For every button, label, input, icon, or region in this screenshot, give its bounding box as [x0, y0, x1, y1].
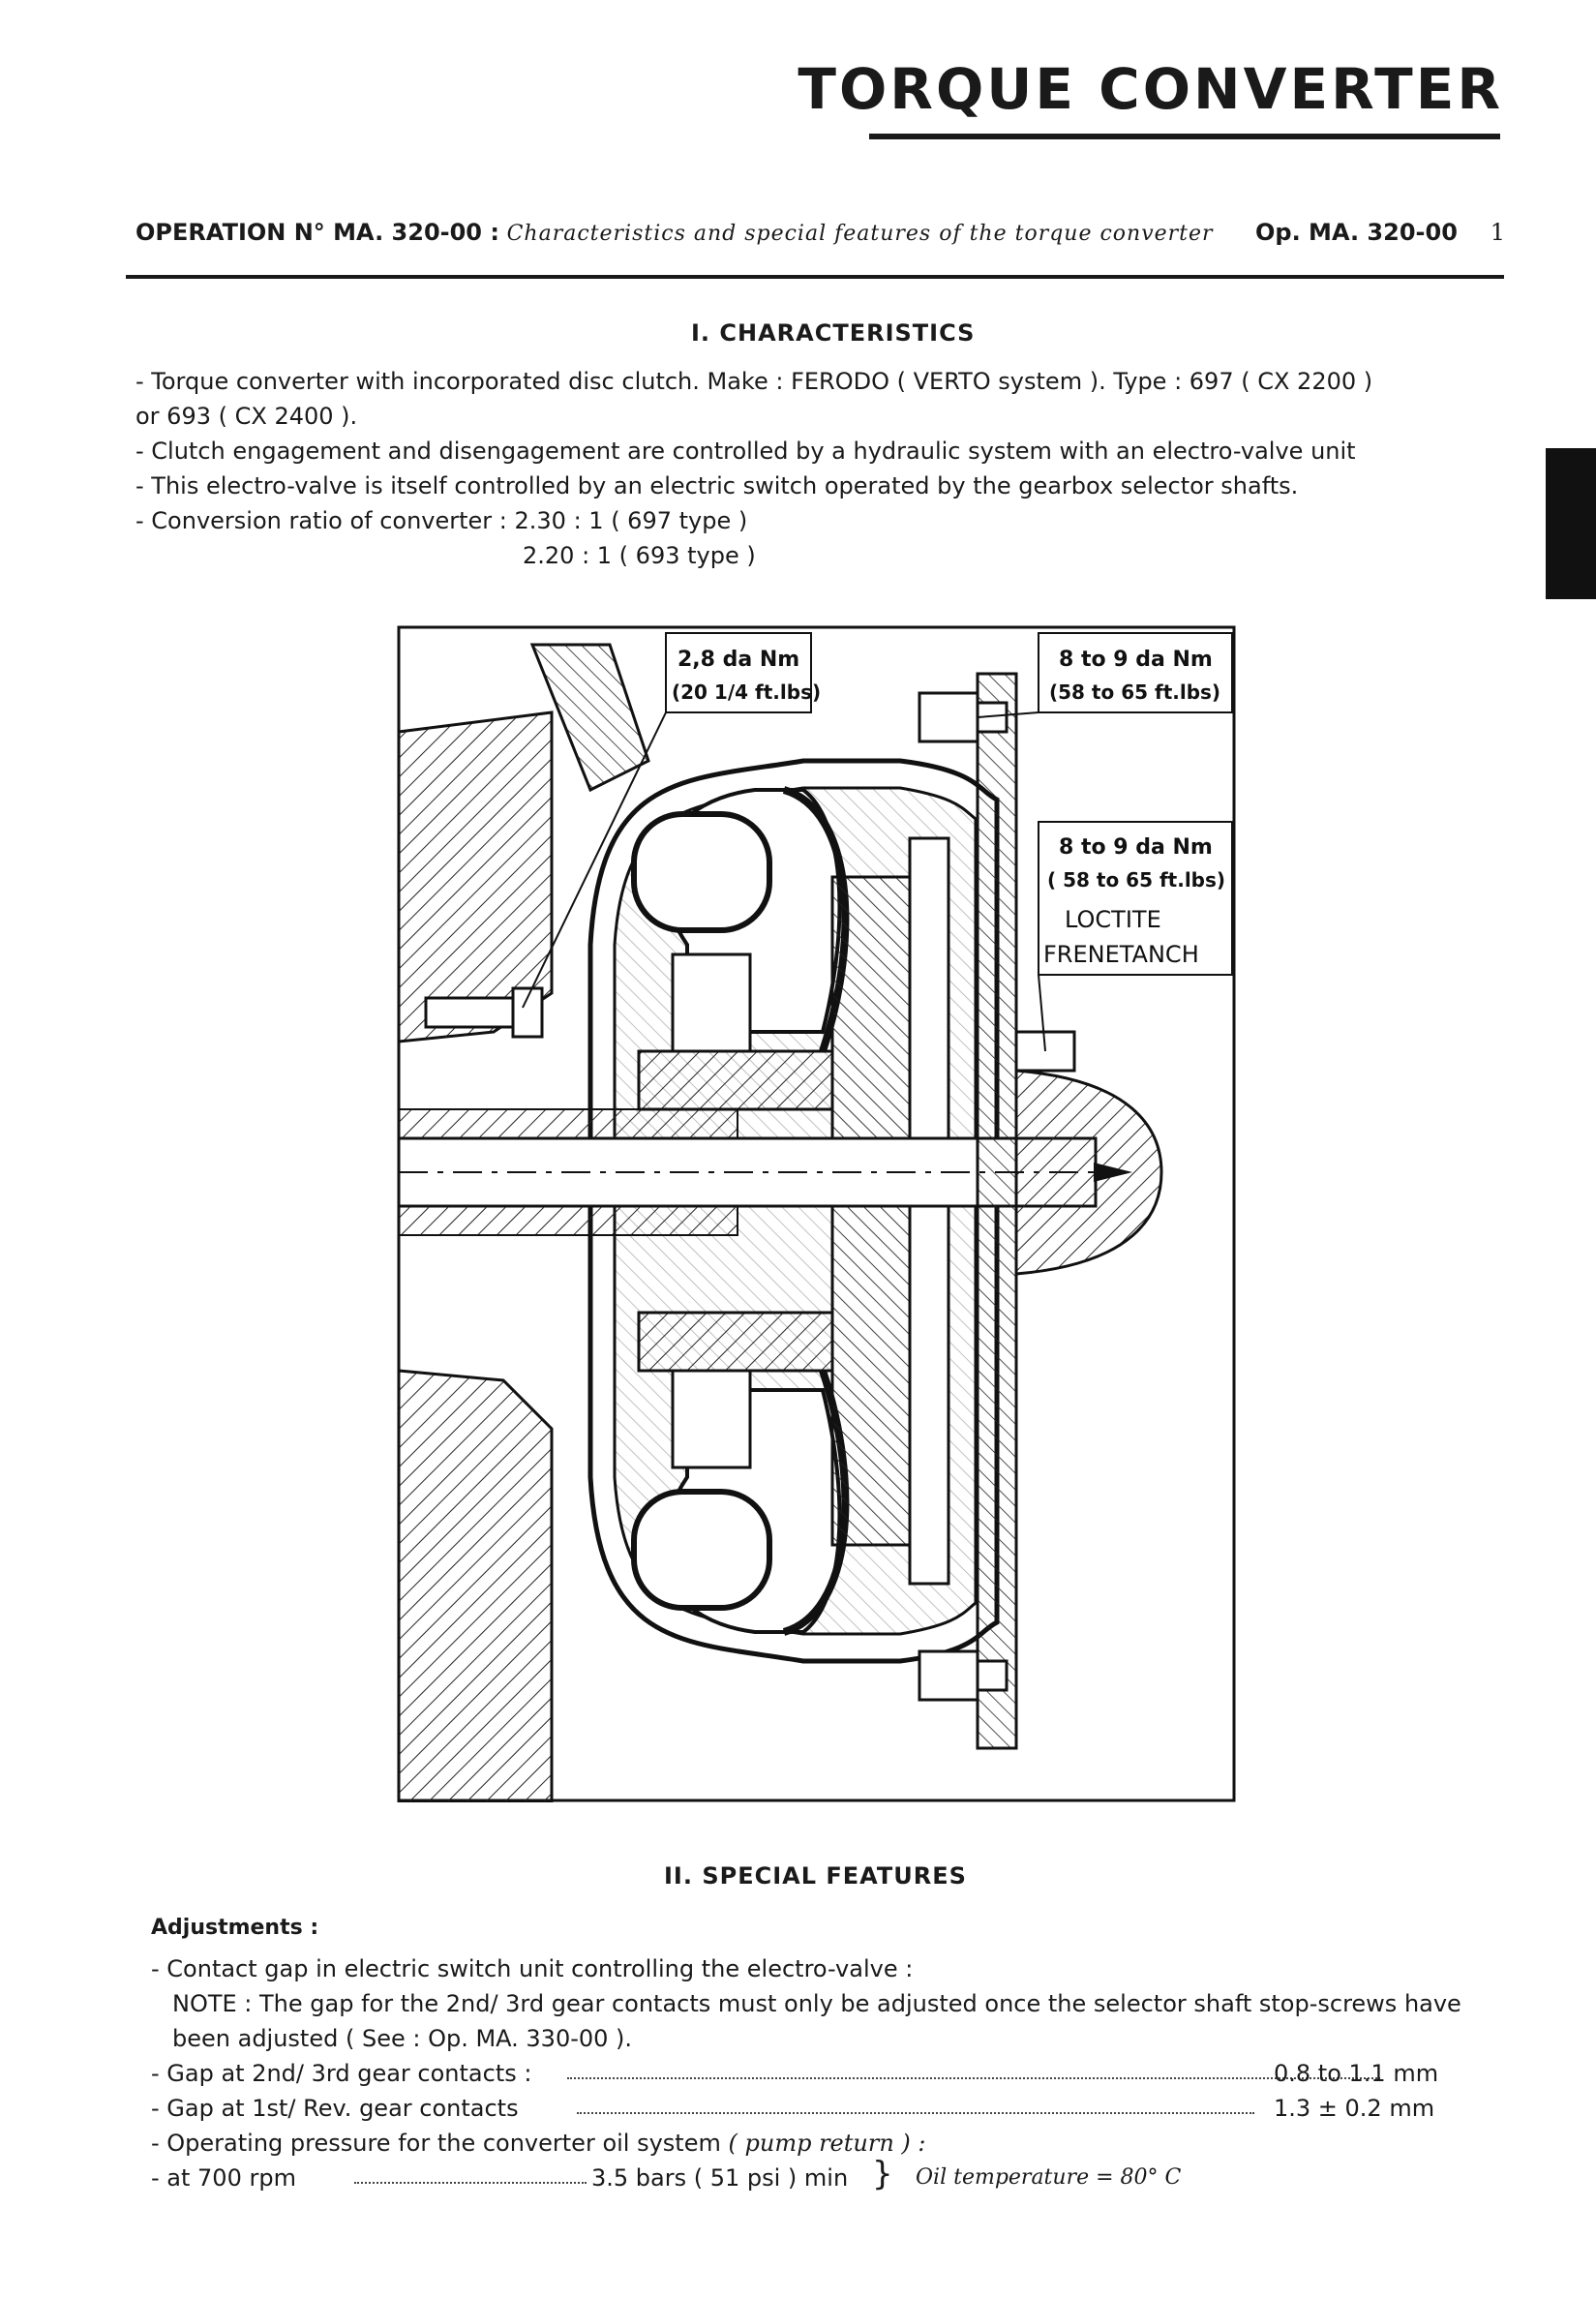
- adjust-note-line1: NOTE : The gap for the 2nd/ 3rd gear contacts must only be adjusted once the selector shaft stop-screws have: [172, 1990, 1461, 2017]
- shaft-sleeve-upper: [399, 1109, 738, 1138]
- clutch-piston: [910, 838, 949, 1584]
- callout-1-line2: (20 1/4 ft.lbs): [672, 680, 822, 704]
- callout-1-line1: 2,8 da Nm: [678, 648, 800, 672]
- torus-lower: [634, 1492, 769, 1608]
- callout-3-line2: ( 58 to 65 ft.lbs): [1047, 868, 1226, 892]
- char-line: - Clutch engagement and disengagement are controlled by a hydraulic system with an electro-valve unit: [136, 438, 1356, 465]
- char-line: - Conversion ratio of converter : 2.30 : 1 ( 697 type ): [136, 507, 748, 534]
- characteristics-list: [136, 364, 1452, 573]
- gap1-value: 0.8 to 1.1 mm: [1274, 2060, 1439, 2087]
- adjust-intro: - Contact gap in electric switch unit controlling the electro-valve :: [151, 1955, 914, 1982]
- stator-hub-upper: [639, 1051, 832, 1109]
- rpm-value: 3.5 bars ( 51 psi ) min: [591, 2164, 849, 2192]
- gap-row-1st-rev: [151, 2091, 1487, 2126]
- stator-hub-lower: [639, 1313, 832, 1371]
- page-title: TORQUE CONVERTER: [798, 56, 1503, 122]
- adjust-note-line2: been adjusted ( See : Op. MA. 330-00 ).: [172, 2025, 633, 2052]
- special-features-heading: II. SPECIAL FEATURES: [664, 1862, 967, 1890]
- brace-symbol: }: [872, 2155, 893, 2193]
- char-line: - Torque converter with incorporated disc clutch. Make : FERODO ( VERTO system ). Type : 697 ( CX 2200 ): [136, 368, 1373, 395]
- stator-lower: [673, 1371, 750, 1467]
- housing-lower-left: [399, 1371, 552, 1802]
- bolt-housing: [426, 998, 513, 1027]
- operation-reference: Op. MA. 320-00: [1255, 219, 1458, 246]
- gap2-label: - Gap at 1st/ Rev. gear contacts: [151, 2095, 519, 2122]
- page-number: 1: [1490, 219, 1505, 246]
- gap2-value: 1.3 ± 0.2 mm: [1274, 2095, 1435, 2122]
- adjustments-subheading: Adjustments :: [151, 1916, 319, 1940]
- torus-upper: [634, 814, 769, 930]
- operation-description: Characteristics and special features of the torque converter: [506, 222, 1214, 246]
- rpm-row: [151, 2155, 1487, 2195]
- shaft-sleeve-lower: [399, 1206, 738, 1235]
- callout-3-line4: FRENETANCH: [1043, 941, 1199, 968]
- gap-row-2nd-3rd: [151, 2056, 1487, 2091]
- section-tab-marker: [1546, 448, 1596, 599]
- header-rule: [126, 275, 1504, 279]
- bolt-top: [919, 693, 978, 741]
- bolt-bottom: [919, 1651, 978, 1700]
- callout-2-line1: 8 to 9 da Nm: [1059, 648, 1213, 672]
- callout-3-line3: LOCTITE: [1065, 906, 1161, 933]
- callout-2-line2: (58 to 65 ft.lbs): [1049, 680, 1221, 704]
- char-line: or 693 ( CX 2400 ).: [136, 403, 358, 430]
- adjustments-section: [151, 1911, 1487, 2195]
- clutch-disc-pack: [832, 877, 910, 1545]
- characteristics-heading: I. CHARACTERISTICS: [691, 319, 976, 347]
- torque-converter-drawing: [397, 625, 1236, 1802]
- gap1-label: - Gap at 2nd/ 3rd gear contacts :: [151, 2060, 532, 2087]
- callout-3-line1: 8 to 9 da Nm: [1059, 835, 1213, 860]
- title-rule: [869, 134, 1500, 139]
- rpm-label: - at 700 rpm: [151, 2164, 296, 2192]
- pressure-note: ( pump return ) :: [728, 2130, 926, 2157]
- pressure-row: [151, 2126, 1487, 2161]
- stator-upper: [673, 954, 750, 1051]
- pressure-label: - Operating pressure for the converter oil system: [151, 2130, 721, 2157]
- char-line: 2.20 : 1 ( 693 type ): [523, 542, 756, 569]
- char-line: - This electro-valve is itself controlled by an electric switch operated by the gearbox selector shafts.: [136, 472, 1299, 499]
- drive-plate: [978, 674, 1016, 1748]
- operation-header: [136, 219, 1505, 257]
- oil-temperature: Oil temperature = 80° C: [916, 2165, 1182, 2190]
- operation-label: OPERATION N° MA. 320-00 :: [136, 219, 499, 246]
